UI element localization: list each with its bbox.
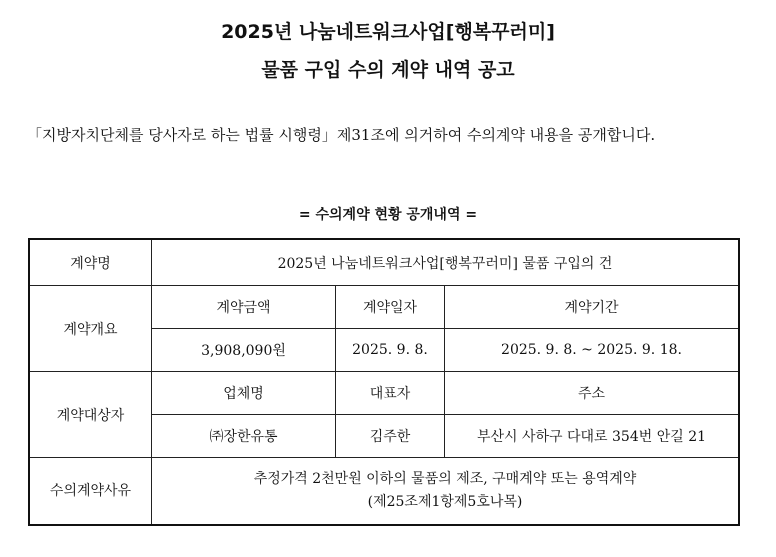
page-title-line2: 물품 구입 수의 계약 내역 공고 [261,59,515,81]
address-value: 부산시 사하구 다대로 354번 안길 21 [445,415,740,458]
party-label: 계약대상자 [29,372,152,458]
rep-header: 대표자 [336,372,445,415]
reason-value [152,458,740,526]
overview-label: 계약개요 [29,286,152,372]
table-row-party-header [29,372,739,415]
reason-line2: (제25조제1항제5호나목) [367,494,523,510]
page-title-line1: 2025년 나눔네트워크사업[행복꾸러미] [221,21,555,43]
table-row-overview-header [29,286,739,329]
period-header: 계약기간 [445,286,740,329]
table-row-contract-name [29,239,739,286]
contract-name-label: 계약명 [29,239,152,286]
date-header: 계약일자 [336,286,445,329]
amount-value: 3,908,090원 [152,329,336,372]
company-header: 업체명 [152,372,336,415]
amount-header: 계약금액 [152,286,336,329]
date-value: 2025. 9. 8. [336,329,445,372]
contract-table [28,238,740,526]
table-row-reason [29,458,739,526]
reason-line1: 추정가격 2천만원 이하의 물품의 제조, 구매계약 또는 용역계약 [253,471,637,487]
company-value: ㈜장한유통 [152,415,336,458]
period-value: 2025. 9. 8. ~ 2025. 9. 18. [445,329,740,372]
rep-value: 김주한 [336,415,445,458]
address-header: 주소 [445,372,740,415]
intro-paragraph: 「지방자치단체를 당사자로 하는 법률 시행령」제31조에 의거하여 수의계약 내용을 공개합니다. [27,126,656,144]
contract-name-value: 2025년 나눔네트워크사업[행복꾸러미] 물품 구입의 건 [152,239,740,286]
section-title: = 수의계약 현황 공개내역 = [298,207,478,223]
reason-label: 수의계약사유 [29,458,152,526]
